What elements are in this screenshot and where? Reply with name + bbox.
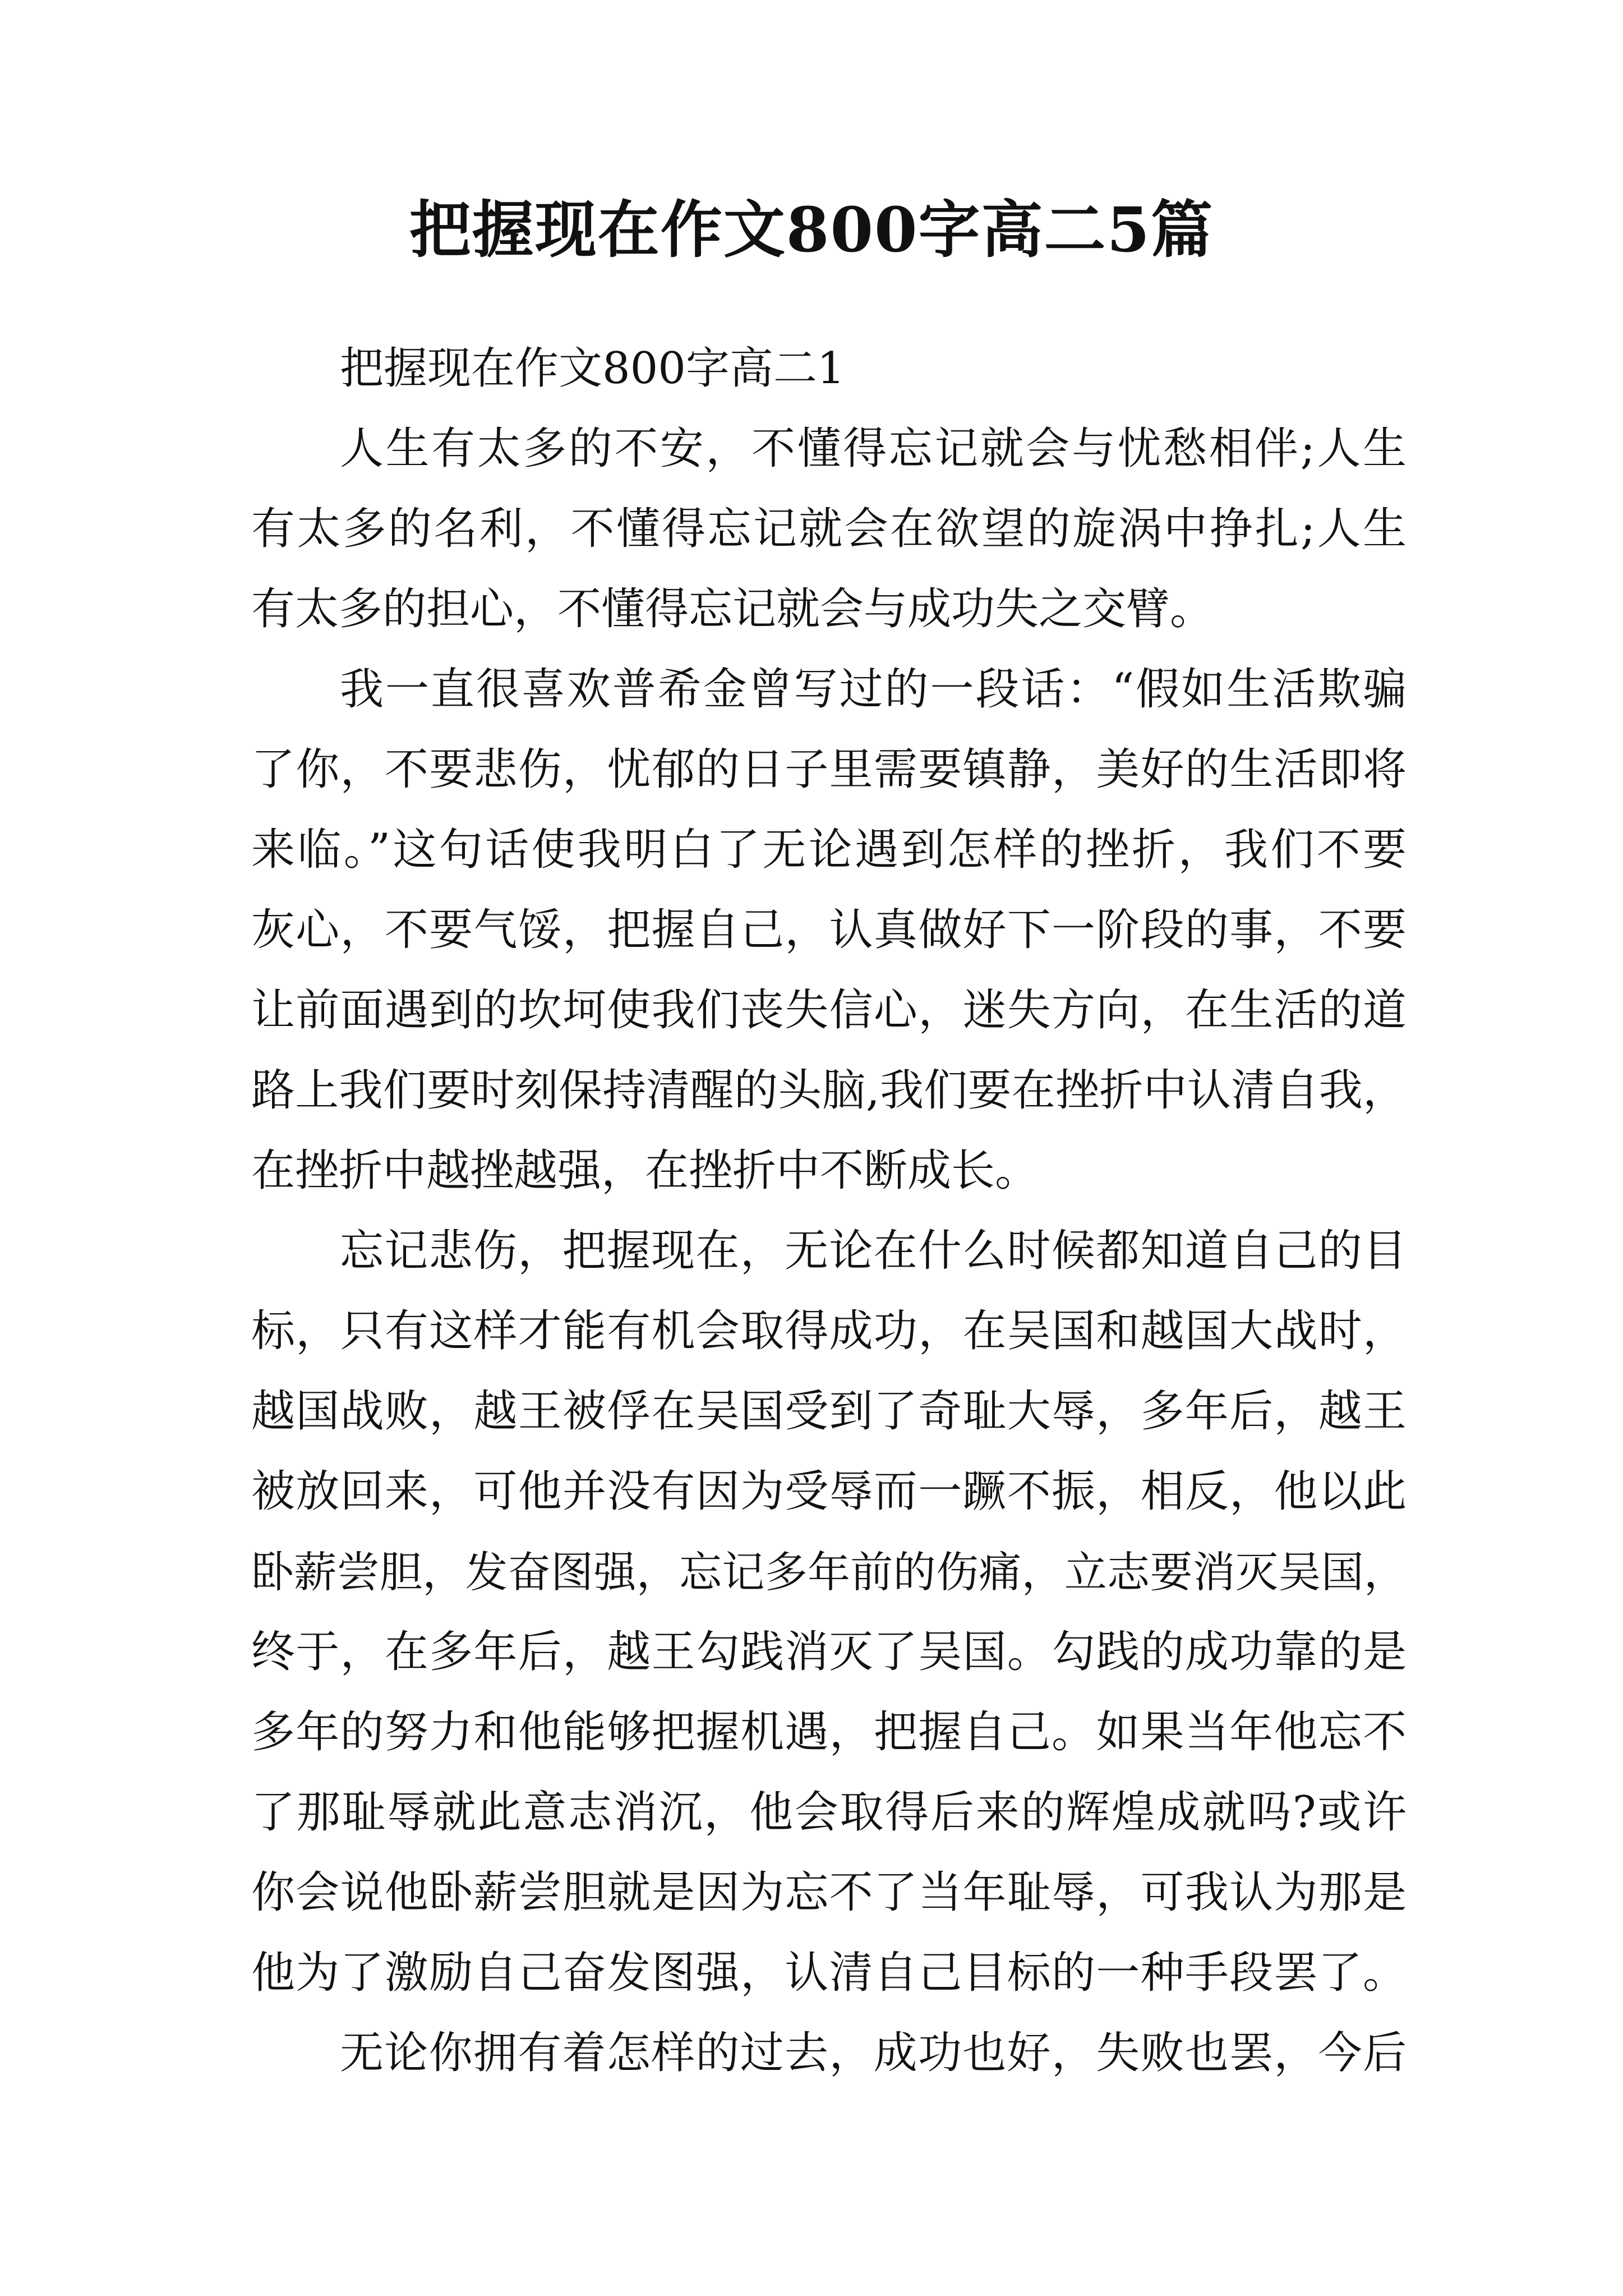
- text-line: 忘记悲伤，把握现在，无论在什么时候都知道自己的目: [340, 1226, 1407, 1276]
- text-line: 了你，不要悲伤，忧郁的日子里需要镇静，美好的生活即将: [251, 744, 1407, 795]
- text-line: 了那耻辱就此意志消沉，他会取得后来的辉煌成就吗?或许: [251, 1787, 1407, 1838]
- text-line: 在挫折中越挫越强，在挫折中不断成长。: [251, 1145, 1039, 1196]
- text-line: 卧薪尝胆，发奋图强，忘记多年前的伤痛，立志要消灭吴国，: [251, 1547, 1407, 1597]
- text-line: 灰心，不要气馁，把握自己，认真做好下一阶段的事，不要: [251, 905, 1407, 955]
- section-heading: 把握现在作文800字高二1: [340, 343, 845, 394]
- text-line: 人生有太多的不安，不懂得忘记就会与忧愁相伴;人生: [340, 424, 1407, 474]
- text-line: 来临。”这句话使我明白了无论遇到怎样的挫折，我们不要: [251, 825, 1407, 875]
- text-line: 让前面遇到的坎坷使我们丧失信心，迷失方向，在生活的道: [251, 985, 1407, 1036]
- text-line: 有太多的名利，不懂得忘记就会在欲望的旋涡中挣扎;人生: [251, 504, 1407, 554]
- body-text: [251, 409, 1407, 2093]
- document-body: [251, 329, 1407, 2093]
- text-line: 路上我们要时刻保持清醒的头脑,我们要在挫折中认清自我，: [251, 1065, 1407, 1116]
- text-line: 多年的努力和他能够把握机遇，把握自己。如果当年他忘不: [251, 1707, 1407, 1757]
- text-line: 标，只有这样才能有机会取得成功，在吴国和越国大战时，: [251, 1306, 1407, 1356]
- text-line: 我一直很喜欢普希金曾写过的一段话：“假如生活欺骗: [340, 664, 1407, 715]
- text-line: 他为了激励自己奋发图强，认清自己目标的一种手段罢了。: [251, 1948, 1407, 1998]
- text-line: 越国战败，越王被俘在吴国受到了奇耻大辱，多年后，越王: [251, 1386, 1407, 1437]
- text-line: 有太多的担心，不懂得忘记就会与成功失之交臂。: [251, 584, 1214, 634]
- document-title: 把握现在作文800字高二5篇: [409, 194, 1214, 266]
- text-line: 你会说他卧薪尝胆就是因为忘不了当年耻辱，可我认为那是: [251, 1867, 1407, 1918]
- text-line: 被放回来，可他并没有因为受辱而一蹶不振，相反，他以此: [251, 1466, 1407, 1517]
- text-line: 终于，在多年后，越王勾践消灭了吴国。勾践的成功靠的是: [251, 1627, 1407, 1677]
- text-line: 无论你拥有着怎样的过去，成功也好，失败也罢，今后: [340, 2028, 1407, 2078]
